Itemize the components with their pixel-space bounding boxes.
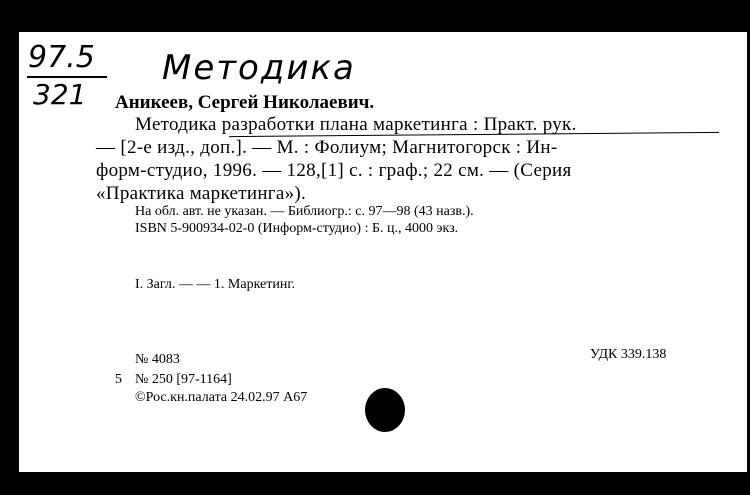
entry-line-3: форм-студио, 1996. — 128,[1] с. : граф.; 22 см. — (Серия [96, 160, 572, 181]
card-number: № 4083 [135, 352, 180, 367]
tracings: I. Загл. — — 1. Маркетинг. [135, 277, 296, 292]
margin-digit: 5 [115, 372, 122, 387]
catalog-card [19, 32, 747, 472]
note-line-1: На обл. авт. не указан. — Библиогр.: с. 97—98 (43 назв.). [135, 204, 474, 219]
entry-line-1: Методика разработки плана маркетинга : Практ. рук. [135, 114, 577, 135]
author-heading: Аникеев, Сергей Николаевич. [115, 92, 375, 113]
shelf-mark-bottom: 321 [33, 78, 87, 111]
shelf-mark-top: 97.5 [28, 40, 95, 75]
card-number-2: № 250 [97-1164] [135, 372, 232, 387]
entry-line-4: «Практика маркетинга»). [96, 183, 307, 204]
udk-code: УДК 339.138 [590, 347, 667, 362]
note-line-2: ISBN 5-900934-02-0 (Информ-студио) : Б. ц., 4000 экз. [135, 221, 459, 236]
punch-hole [365, 388, 405, 432]
handwritten-subject: Методика [162, 48, 356, 88]
entry-line-2: — [2-е изд., доп.]. — М. : Фолиум; Магнитогорск : Ин- [96, 137, 558, 158]
publisher-imprint: ©Рос.кн.палата 24.02.97 А67 [135, 390, 308, 405]
